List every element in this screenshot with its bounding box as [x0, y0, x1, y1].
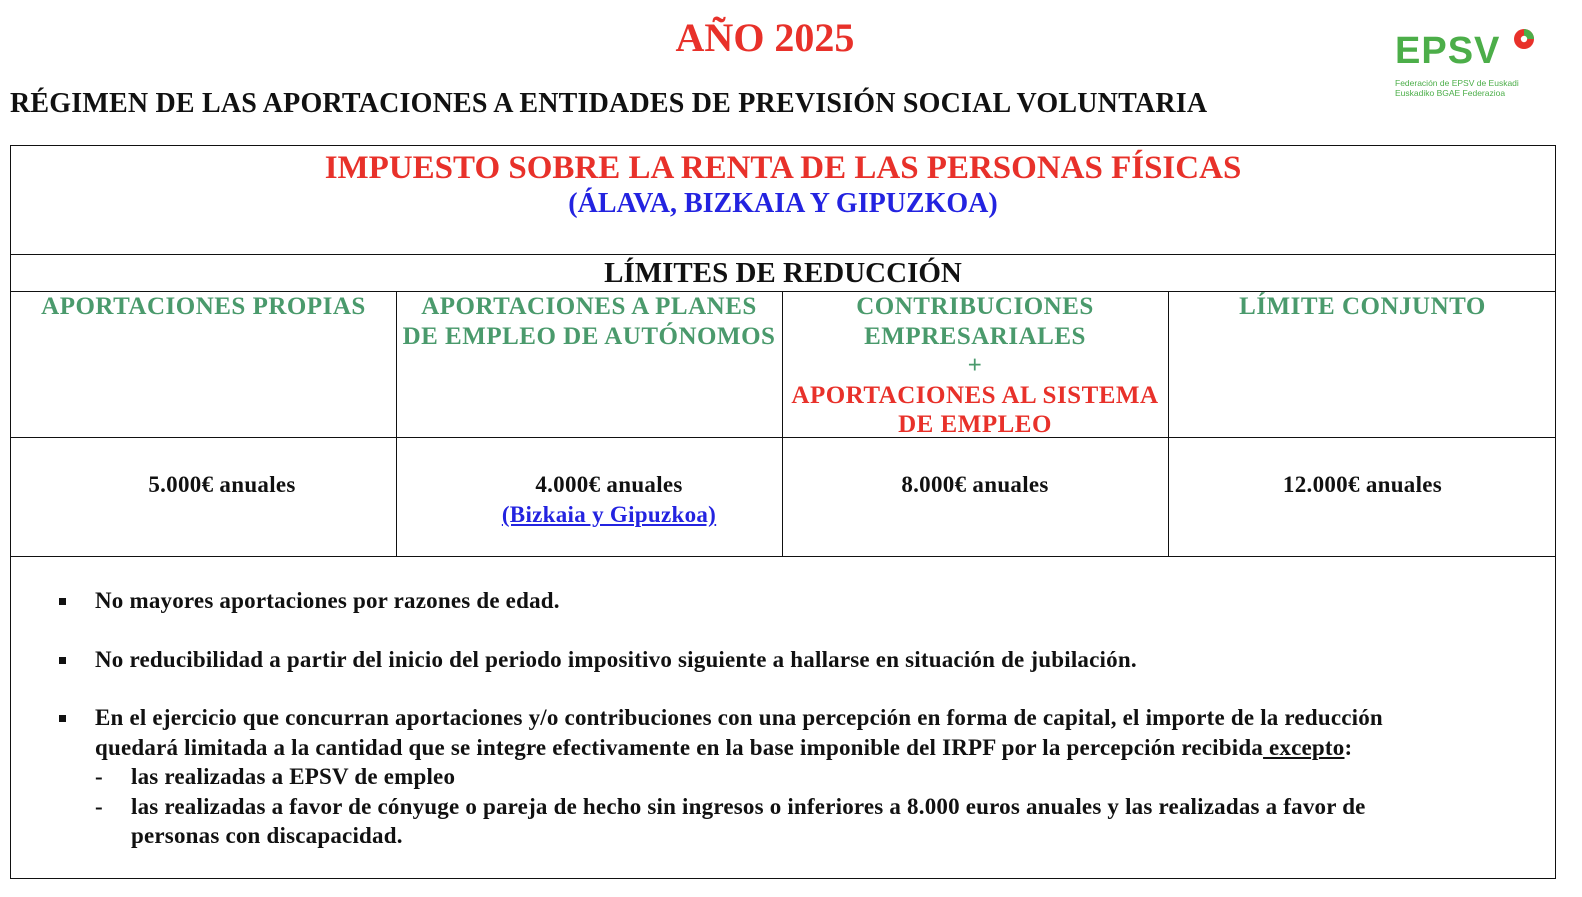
col-head-line: APORTACIONES A PLANES [421, 293, 757, 320]
note-text: No mayores aportaciones por razones de edad. [95, 588, 560, 613]
col-head-aportaciones-propias [11, 292, 396, 322]
divider [11, 556, 1555, 557]
note-item [59, 703, 1529, 762]
bullet-icon [59, 598, 66, 605]
col-head-planes-autonomos [396, 292, 782, 351]
note-item [59, 586, 1529, 616]
note-text: En el ejercicio que concurran aportaciones y/o contribuciones con una percepción en forma de capital, el importe de la reducción [95, 705, 1383, 730]
column-divider [1168, 291, 1169, 556]
limits-title: LÍMITES DE REDUCCIÓN [604, 257, 962, 289]
logo-line2: Euskadiko BGAE Federazioa [1395, 88, 1506, 98]
col-head-contribuciones [782, 292, 1168, 440]
dash-icon: - [95, 793, 103, 819]
value-planes-autonomos [396, 470, 822, 530]
value-limite-conjunto: 12.000€ anuales [1282, 472, 1443, 497]
tax-title: IMPUESTO SOBRE LA RENTA DE LAS PERSONAS FÍSICAS [324, 150, 1242, 186]
subitem-text: las realizadas a favor de cónyuge o pareja de hecho sin ingresos o inferiores a 8.000 euros anuales y las realizadas a favor de [131, 793, 1366, 819]
note-text-cont [95, 733, 1529, 763]
year-title: AÑO 2025 [675, 15, 855, 60]
value-aportaciones-propias: 5.000€ anuales [148, 472, 296, 497]
note-subitem [59, 792, 1529, 851]
note-text: quedará limitada a la cantidad que se integre efectivamente en la base imponible del IRPF por la percepción recibida [95, 734, 1264, 760]
subitem-text: personas con discapacidad. [131, 823, 403, 848]
regions-subtitle: (ÁLAVA, BIZKAIA Y GIPUZKOA) [568, 188, 998, 219]
bullet-icon [59, 657, 66, 664]
epsv-logo [1395, 26, 1565, 101]
regime-title: RÉGIMEN DE LAS APORTACIONES A ENTIDADES DE PREVISIÓN SOCIAL VOLUNTARIA [10, 88, 1208, 119]
logo-name: EPSV [1395, 30, 1501, 72]
logo-line1: Federación de EPSV de Euskadi [1395, 78, 1519, 88]
logo-dot-icon [1513, 28, 1535, 50]
irpf-table [10, 145, 1556, 879]
col-head-line-red: APORTACIONES AL SISTEMA [791, 381, 1159, 409]
col-head-line: LÍMITE CONJUNTO [1239, 293, 1486, 320]
regions-note-link[interactable]: (Bizkaia y Gipuzkoa) [501, 502, 717, 527]
col-head-line: EMPRESARIALES [864, 322, 1086, 350]
plus-sign: + [967, 352, 983, 379]
note-text: No reducibilidad a partir del inicio del periodo impositivo siguiente a hallarse en situación de jubilación. [95, 646, 1137, 672]
value-contribuciones: 8.000€ anuales [901, 472, 1049, 497]
except-text: excepto [1263, 734, 1345, 760]
notes-list [59, 586, 1529, 851]
divider [11, 254, 1555, 255]
col-head-limite-conjunto [1168, 292, 1557, 322]
col-head-line: APORTACIONES PROPIAS [41, 293, 366, 320]
col-head-line-red: DE EMPLEO [898, 411, 1052, 438]
col-head-line: DE EMPLEO DE AUTÓNOMOS [402, 322, 776, 350]
colon-text: : [1344, 734, 1353, 760]
note-item [59, 645, 1529, 675]
value-text: 4.000€ anuales [535, 472, 683, 497]
subitem-text: las realizadas a EPSV de empleo [131, 764, 456, 789]
note-subitem [59, 762, 1529, 792]
bullet-icon [59, 715, 66, 722]
dash-icon: - [95, 764, 103, 789]
col-head-line: CONTRIBUCIONES [856, 293, 1094, 320]
